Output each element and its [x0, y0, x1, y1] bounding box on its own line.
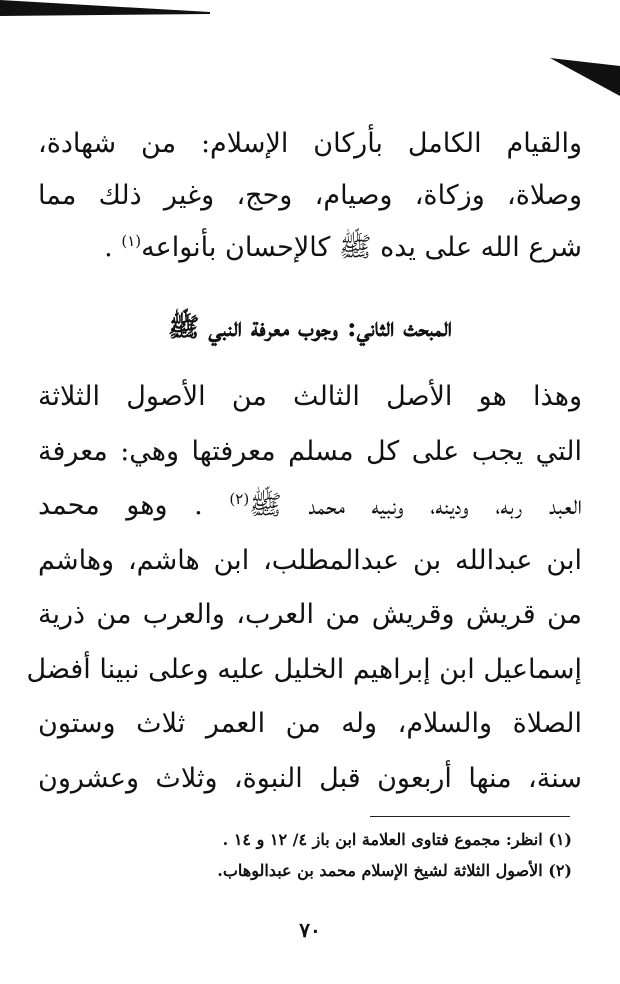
- text-line: [38, 479, 582, 534]
- text-segment: .: [104, 232, 113, 263]
- text-line: الصلاة والسلام، وله من العمر ثلاث وستون: [38, 708, 582, 739]
- text-line: [38, 222, 582, 274]
- main-paragraph: [26, 370, 582, 806]
- text-line: التي يجب على كل مسلم معرفتها وهي: معرفة: [38, 435, 582, 467]
- footnotes: [38, 824, 572, 886]
- footnote-marker: (٢): [229, 490, 250, 508]
- section-heading: المبحث الثاني: وجوب معرفة النبي ﷺ: [167, 313, 453, 343]
- footnote-marker: (١): [121, 232, 142, 250]
- text-line: إسماعيل ابن إبراهيم الخليل عليه وعلى نبينا أفضل: [26, 653, 582, 685]
- text-line: والقيام الكامل بأركان الإسلام: من شهادة،: [38, 128, 582, 159]
- text-line: سنة، منها أربعون قبل النبوة، وثلاث وعشرون: [38, 762, 582, 794]
- footnote: (١) انظر: مجموع فتاوى العلامة ابن باز ٤/ ١٢ و ١٤ .: [222, 830, 572, 849]
- text-segment: . وهو محمد: [38, 490, 203, 521]
- text-line: من قريش وقريش من العرب، والعرب من ذرية: [38, 599, 582, 630]
- text-line: وصلاة، وزكاة، وصيام، وحج، وغير ذلك مما: [38, 180, 582, 211]
- footnote-divider: [370, 816, 570, 817]
- text-segment: شرع الله على يده ﷺ كالإحسان بأنواعه: [141, 232, 582, 263]
- top-right-corner-mark: [550, 52, 620, 102]
- footnote: (٢) الأصول الثلاثة لشيخ الإسلام محمد بن عبدالوهاب.: [217, 861, 572, 880]
- text-line: ابن عبدالله بن عبدالمطلب، ابن هاشم، وهاشم: [38, 544, 582, 576]
- top-left-corner-mark: [0, 0, 210, 20]
- page-number: ٧٠: [299, 918, 321, 942]
- top-paragraph: [38, 118, 582, 274]
- text-segment: العبد ربه، ودينه، ونبيه محمد ﷺ: [249, 490, 582, 521]
- text-line: وهذا هو الأصل الثالث من الأصول الثلاثة: [38, 381, 582, 412]
